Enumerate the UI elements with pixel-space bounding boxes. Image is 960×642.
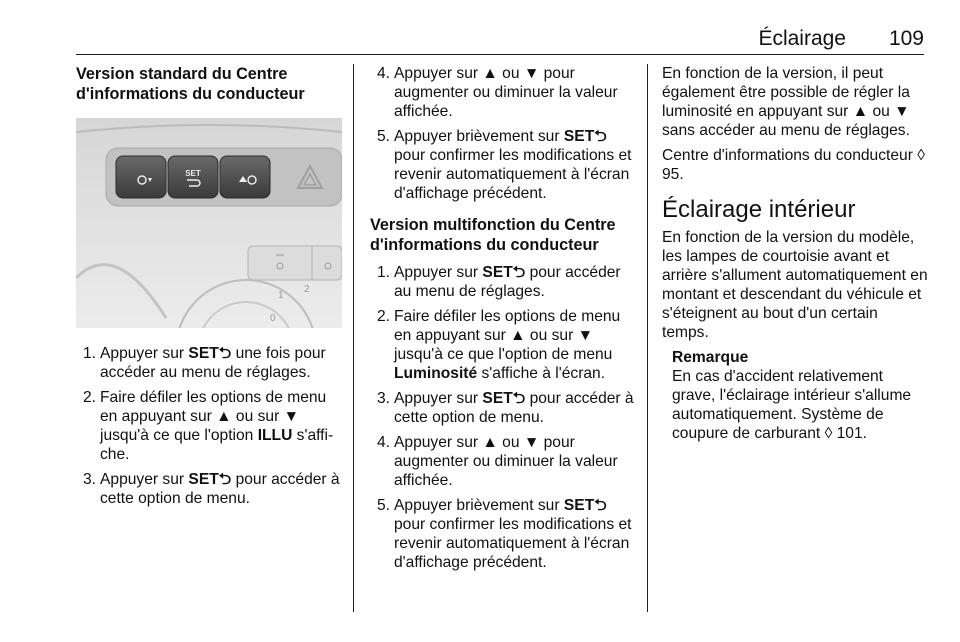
list-item: 5. Appuyer brièvement sur SET⮌ pour confirmer les modifications et revenir automatiquement à l'écran d'affichage précédent. xyxy=(376,497,632,571)
section-heading: Version standard du Centre d'informations du conducteur xyxy=(76,65,305,103)
brightness-up-button xyxy=(220,156,270,198)
list-item: 1. Appuyer sur SET⮌ une fois pour accéder au menu de réglages. xyxy=(82,345,326,381)
list-item: 3. Appuyer sur SET⮌ pour accéder à cette option de menu. xyxy=(82,471,340,507)
svg-text:2: 2 xyxy=(304,284,310,295)
list-item: 3. Appuyer sur SET⮌ pour accéder à cette option de menu. xyxy=(376,390,634,426)
note-box xyxy=(672,348,928,443)
page-header xyxy=(76,24,924,55)
page-number: 109 xyxy=(888,27,924,50)
note-title: Remarque xyxy=(672,349,749,366)
svg-text:0: 0 xyxy=(270,313,276,324)
column-divider xyxy=(353,64,354,612)
column-1 xyxy=(76,64,342,514)
brightness-down-button xyxy=(116,156,166,198)
paragraph: En fonction de la version du modèle, les lampes de courtoisie avant et arrière s'allument automatiquement en montant et descendant du véhicule et s'éteignent au bout d'un certain temps. xyxy=(662,229,928,341)
list-item: 4. Appuyer sur ▲ ou ▼ pour augmenter ou diminuer la valeur affichée. xyxy=(376,434,618,489)
svg-text:1: 1 xyxy=(278,290,284,301)
column-2 xyxy=(370,64,636,578)
list-item: 5. Appuyer brièvement sur SET⮌ pour confirmer les modifications et revenir automatiquement à l'écran d'affichage précédent. xyxy=(376,128,632,202)
steps-list xyxy=(370,64,636,203)
list-item: 1. Appuyer sur SET⮌ pour accéder au menu de réglages. xyxy=(376,264,621,300)
column-divider xyxy=(647,64,648,612)
set-label: SET xyxy=(185,169,201,178)
list-item: 2. Faire défiler les options de menu en appuyant sur ▲ ou sur ▼ jusqu'à ce que l'option de menu Luminosité s'affiche à l'écran. xyxy=(376,308,621,382)
page-title: Éclairage xyxy=(758,27,846,50)
steps-list xyxy=(76,344,342,508)
cross-reference: Centre d'informations du conducteur ◊ 95. xyxy=(662,147,925,183)
dashboard-switch-illustration xyxy=(76,118,342,328)
column-3 xyxy=(662,64,928,443)
list-item: 2. Faire défiler les options de menu en appuyant sur ▲ ou sur ▼ jusqu'à ce que l'option ILLU s'affi-che. xyxy=(82,389,334,463)
paragraph: En fonction de la version, il peut également être possible de régler la luminosité en appuyant sur ▲ ou ▼ sans accéder au menu de réglages. xyxy=(662,65,910,139)
list-item: 4. Appuyer sur ▲ ou ▼ pour augmenter ou diminuer la valeur affichée. xyxy=(376,65,618,120)
steps-list xyxy=(370,263,636,572)
chapter-heading: Éclairage intérieur xyxy=(662,196,856,223)
section-heading: Version multifonction du Centre d'informations du conducteur xyxy=(370,216,616,254)
note-text: En cas d'accident relativement grave, l'éclairage intérieur s'allume automatiquement. Système de coupure de carburant ◊ 101. xyxy=(672,368,912,442)
